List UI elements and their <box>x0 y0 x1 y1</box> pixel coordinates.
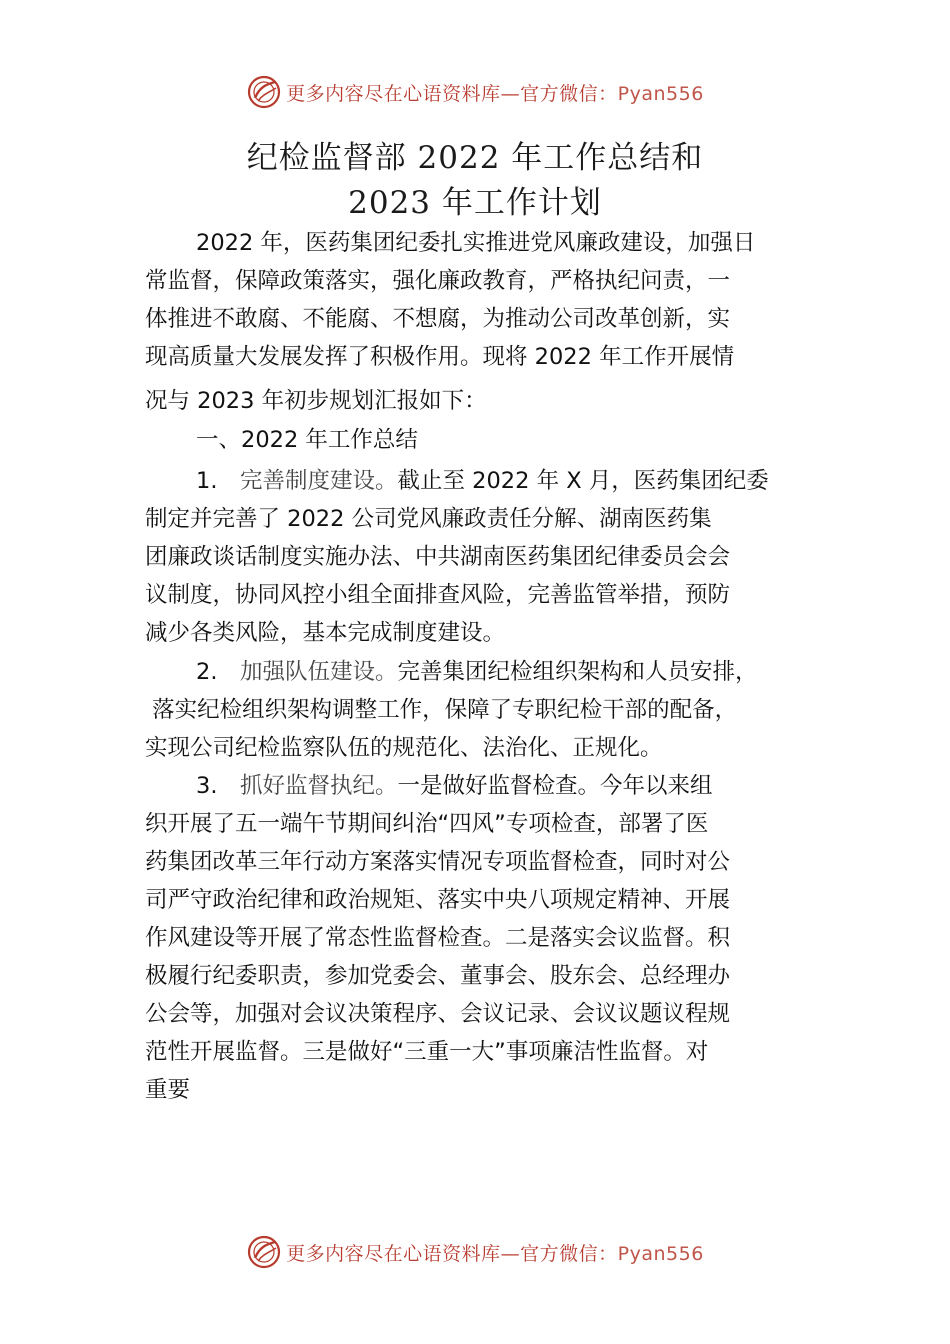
library-logo-icon <box>246 74 282 110</box>
item-3-line-7: 公会等，加强对会议决策程序、会议记录、会议议题议程规 <box>145 1001 731 1027</box>
bottom-banner <box>0 1232 950 1272</box>
wechat-id: Pyan556 <box>617 1242 704 1265</box>
item-1-heading: 完善制度建设。 <box>240 468 398 494</box>
item-3-line-2: 织开展了五一端午节期间纠治“四风”专项检查，部署了医 <box>145 811 709 837</box>
item-1-line-3: 团廉政谈话制度实施办法、中共湖南医药集团纪律委员会会 <box>145 544 731 570</box>
intro-line-2: 常监督，保障政策落实，强化廉政教育，严格执纪问责，一 <box>145 268 731 294</box>
library-logo-icon <box>246 1234 282 1270</box>
item-3-first-line <box>196 771 713 801</box>
doc-title-line-2: 2023 年工作计划 <box>348 185 602 221</box>
banner-text: 更多内容尽在心语资料库—官方微信：Pyan556 <box>286 82 704 105</box>
item-3-line-6: 极履行纪委职责，参加党委会、董事会、股东会、总经理办 <box>145 963 731 989</box>
banner-text: 更多内容尽在心语资料库—官方微信：Pyan556 <box>286 1242 704 1265</box>
section-heading-1: 一、2022 年工作总结 <box>196 427 418 453</box>
item-3-line-9: 重要 <box>145 1077 191 1103</box>
item-1-line-5: 减少各类风险，基本完成制度建设。 <box>145 620 506 646</box>
item-2-line-2: 落实纪检组织架构调整工作，保障了专职纪检干部的配备， <box>145 697 738 723</box>
intro-line-4: 现高质量大发展发挥了积极作用。现将 2022 年工作开展情 <box>145 344 735 370</box>
item-3-line-5: 作风建设等开展了常态性监督检查。二是落实会议监督。积 <box>145 925 731 951</box>
intro-line-5: 况与 2023 年初步规划汇报如下： <box>145 388 487 414</box>
item-1-first-line <box>196 466 769 496</box>
item-3-text: 一是做好监督检查。今年以来组 <box>397 773 713 799</box>
item-3-heading: 抓好监督执纪。 <box>240 773 398 799</box>
item-2-number: 2. <box>196 659 218 685</box>
top-banner <box>0 72 950 112</box>
wechat-id: Pyan556 <box>617 82 704 105</box>
intro-line-3: 体推进不敢腐、不能腐、不想腐，为推动公司改革创新，实 <box>145 306 731 332</box>
item-3-line-4: 司严守政治纪律和政治规矩、落实中央八项规定精神、开展 <box>145 887 731 913</box>
item-1-number: 1. <box>196 468 218 494</box>
item-2-first-line <box>196 657 758 687</box>
item-1-line-4: 议制度，协同风控小组全面排查风险，完善监管举措，预防 <box>145 582 731 608</box>
intro-line-1: 2022 年，医药集团纪委扎实推进党风廉政建设，加强日 <box>196 230 756 256</box>
item-3-line-3: 药集团改革三年行动方案落实情况专项监督检查，同时对公 <box>145 849 731 875</box>
doc-title-line-1: 纪检监督部 2022 年工作总结和 <box>246 140 704 176</box>
item-3-line-8: 范性开展监督。三是做好“三重一大”事项廉洁性监督。对 <box>145 1039 709 1065</box>
item-3-number: 3. <box>196 773 218 799</box>
item-1-line-2: 制定并完善了 2022 公司党风廉政责任分解、湖南医药集 <box>145 506 712 532</box>
item-2-text: 完善集团纪检组织架构和人员安排， <box>397 659 758 685</box>
item-2-line-3: 实现公司纪检监察队伍的规范化、法治化、正规化。 <box>145 735 663 761</box>
item-2-heading: 加强队伍建设。 <box>240 659 398 685</box>
item-1-text: 截止至 2022 年 X 月，医药集团纪委 <box>397 468 769 494</box>
